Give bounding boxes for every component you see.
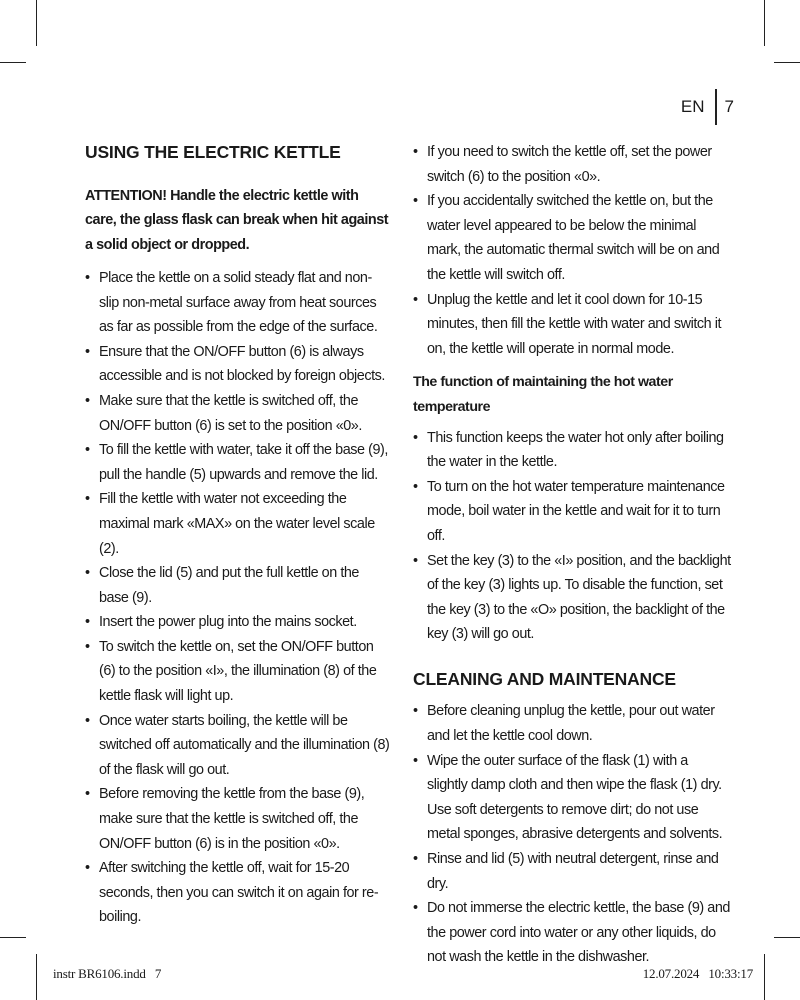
list-item: • To switch the kettle on, set the ON/OFF button (6) to the position «I», the illumination (8) of the kettle flask will light up. <box>85 635 390 709</box>
crop-mark-top-left-v <box>36 0 37 46</box>
crop-mark-bottom-right-v <box>764 954 765 1000</box>
list-item: • Wipe the outer surface of the flask (1) with a slightly damp cloth and then wipe the flask (1) dry. Use soft detergents to remove dirt; do not use metal sponges, abrasive detergents and solvents. <box>413 749 731 847</box>
crop-mark-bottom-left-v <box>36 954 37 1000</box>
switch-off-list <box>413 140 731 361</box>
footer-file-name: instr BR6106.indd 7 <box>53 966 162 981</box>
list-item: • Insert the power plug into the mains socket. <box>85 610 390 635</box>
list-item: • If you accidentally switched the kettle on, but the water level appeared to be below the minimal mark, the automatic thermal switch will be on and the kettle will switch off. <box>413 189 731 287</box>
crop-mark-top-left-h <box>0 62 26 63</box>
list-item: • This function keeps the water hot only after boiling the water in the kettle. <box>413 426 731 475</box>
list-item: • Ensure that the ON/OFF button (6) is always accessible and is not blocked by foreign objects. <box>85 340 390 389</box>
hot-water-list <box>413 426 731 647</box>
page-number: 7 <box>724 97 734 116</box>
list-item: • Unplug the kettle and let it cool down for 10-15 minutes, then fill the kettle with water and switch it on, the kettle will operate in normal mode. <box>413 288 731 362</box>
cleaning-list <box>413 699 731 970</box>
crop-mark-bottom-left-h <box>0 937 26 938</box>
page-header <box>681 89 734 125</box>
list-item: • Fill the kettle with water not exceeding the maximal mark «MAX» on the water level scale (2). <box>85 487 390 561</box>
list-item: • After switching the kettle off, wait for 15-20 seconds, then you can switch it on again for re-boiling. <box>85 856 390 930</box>
hot-water-subheading: The function of maintaining the hot water temperature <box>413 374 673 415</box>
list-item: • Make sure that the kettle is switched off, the ON/OFF button (6) is set to the position «0». <box>85 389 390 438</box>
list-item: • Before removing the kettle from the base (9), make sure that the kettle is switched off, the ON/OFF button (6) is in the position «0». <box>85 782 390 856</box>
left-column <box>85 140 390 930</box>
usage-list <box>85 266 390 930</box>
list-item: • If you need to switch the kettle off, set the power switch (6) to the position «0». <box>413 140 731 189</box>
attention-note: ATTENTION! Handle the electric kettle with care, the glass flask can break when hit against a solid object or dropped. <box>85 187 389 254</box>
header-divider <box>715 89 717 125</box>
list-item: • Set the key (3) to the «I» position, and the backlight of the key (3) lights up. To disable the function, set the key (3) to the «O» position, the backlight of the key (3) will go out. <box>413 549 731 647</box>
crop-mark-top-right-v <box>764 0 765 46</box>
footer-timestamp: 12.07.2024 10:33:17 <box>642 966 753 981</box>
language-code: EN <box>680 97 705 116</box>
section-title-using: USING THE ELECTRIC KETTLE <box>85 142 341 162</box>
crop-mark-top-right-h <box>774 62 800 63</box>
list-item: • Do not immerse the electric kettle, the base (9) and the power cord into water or any other liquids, do not wash the kettle in the dishwasher. <box>413 896 731 970</box>
list-item: • Rinse and lid (5) with neutral detergent, rinse and dry. <box>413 847 731 896</box>
list-item: • Close the lid (5) and put the full kettle on the base (9). <box>85 561 390 610</box>
list-item: • Once water starts boiling, the kettle will be switched off automatically and the illumination (8) of the flask will go out. <box>85 709 390 783</box>
list-item: • To fill the kettle with water, take it off the base (9), pull the handle (5) upwards and remove the lid. <box>85 438 390 487</box>
section-title-cleaning: CLEANING AND MAINTENANCE <box>413 668 676 689</box>
right-column <box>413 140 731 970</box>
list-item: • Place the kettle on a solid steady flat and non-slip non-metal surface away from heat sources as far as possible from the edge of the surface. <box>85 266 390 340</box>
list-item: • To turn on the hot water temperature maintenance mode, boil water in the kettle and wait for it to turn off. <box>413 475 731 549</box>
crop-mark-bottom-right-h <box>774 937 800 938</box>
list-item: • Before cleaning unplug the kettle, pour out water and let the kettle cool down. <box>413 699 731 748</box>
